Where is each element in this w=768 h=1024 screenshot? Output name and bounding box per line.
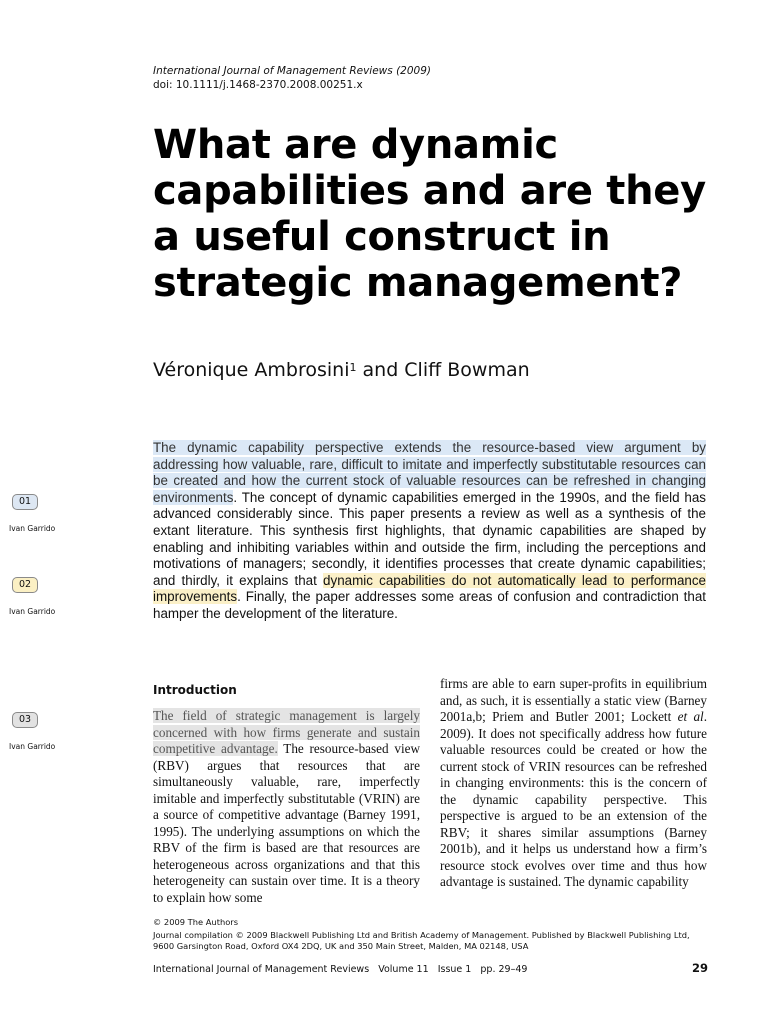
copyright-notice: © 2009 The Authors xyxy=(153,917,239,927)
annotation-author: Ivan Garrido xyxy=(9,742,56,751)
body-text: The resource-based view (RBV) argues that resources that are simultaneously valuable, rare, imperfectly imitable and imperfectly substitutable (VRIN) are a source of competitive advantage (Barney 1991, 1995). The underlying assumptions on which the RBV of the firm is based are that resources are heterogeneous across organizations and that this heterogeneity can sustain over time. It is a theory to explain how some xyxy=(153,741,420,905)
annotation-author: Ivan Garrido xyxy=(9,607,56,616)
highlight-annotation-02[interactable]: dynamic capabilities do not automatically lead to performance improvements xyxy=(153,572,706,605)
author-line xyxy=(153,358,530,382)
annotation-badge-03[interactable]: 03 xyxy=(12,712,38,728)
body-text: firms are able to earn super-profits in equilibrium and, as such, it is essentially a static view (Barney 2001a,b; Priem and Butler 2001; Lockett xyxy=(440,676,707,724)
journal-name: International Journal of Management Reviews (2009) xyxy=(153,65,431,77)
abstract-text-end: . Finally, the paper addresses some areas of confusion and contradiction that hamper the development of the literature. xyxy=(153,589,706,621)
annotation-author: Ivan Garrido xyxy=(9,524,56,533)
author-name: Véronique Ambrosini xyxy=(153,359,350,381)
abstract xyxy=(153,440,706,623)
highlight-annotation-03[interactable]: The field of strategic management is largely concerned with how firms generate and sustain competitive advantage. xyxy=(153,708,420,756)
abstract-text: . The concept of dynamic capabilities emerged in the 1990s, and the field has advanced considerably since. This paper presents a review as well as a synthesis of the extant literature. This synthesis first highlights, that dynamic capabilities are shaped by enabling and inhibiting variables within and outside the firm, including the perceptions and motivations of managers; secondly, it identifies processes that create dynamic capabilities; and thirdly, it explains that xyxy=(153,489,706,588)
et-al: et al xyxy=(677,709,704,724)
running-footer: International Journal of Management Reviews Volume 11 Issue 1 pp. 29–49 xyxy=(153,964,528,975)
highlight-annotation-01[interactable]: The dynamic capability perspective extends the resource-based view argument by addressing how valuable, rare, difficult to imitate and imperfectly substitutable resources can be created and how the current stock of valuable resources can be refreshed in changing environments xyxy=(153,440,706,505)
co-author-name: and Cliff Bowman xyxy=(356,359,530,381)
affiliation-marker: 1 xyxy=(349,361,357,374)
publisher-notice: Journal compilation © 2009 Blackwell Publishing Ltd and British Academy of Management. Published by Blackwell Publishing Ltd, 9600 Garsington Road, Oxford OX4 2DQ, UK and 350 Main Street, Malden, MA 02148, USA xyxy=(153,930,690,952)
annotation-badge-02[interactable]: 02 xyxy=(12,577,38,593)
section-heading-introduction: Introduction xyxy=(153,683,237,697)
body-column-right xyxy=(440,676,707,891)
page-number: 29 xyxy=(691,961,708,975)
doi: doi: 10.1111/j.1468-2370.2008.00251.x xyxy=(153,79,363,91)
body-column-left xyxy=(153,708,420,906)
body-text: . 2009). It does not specifically address how future valuable resources could be created or how the current stock of VRIN resources can be refreshed in changing environments: this is the concern of the dynamic capability perspective. This perspective is argued to be an extension of the RBV; it shares similar assumptions (Barney 2001b), and it helps us understand how a firm’s resource stock evolves over time and thus how advantage is sustained. The dynamic capability xyxy=(440,709,707,889)
annotation-badge-01[interactable]: 01 xyxy=(12,494,38,510)
article-title: What are dynamic capabilities and are they a useful construct in strategic management? xyxy=(153,122,706,306)
